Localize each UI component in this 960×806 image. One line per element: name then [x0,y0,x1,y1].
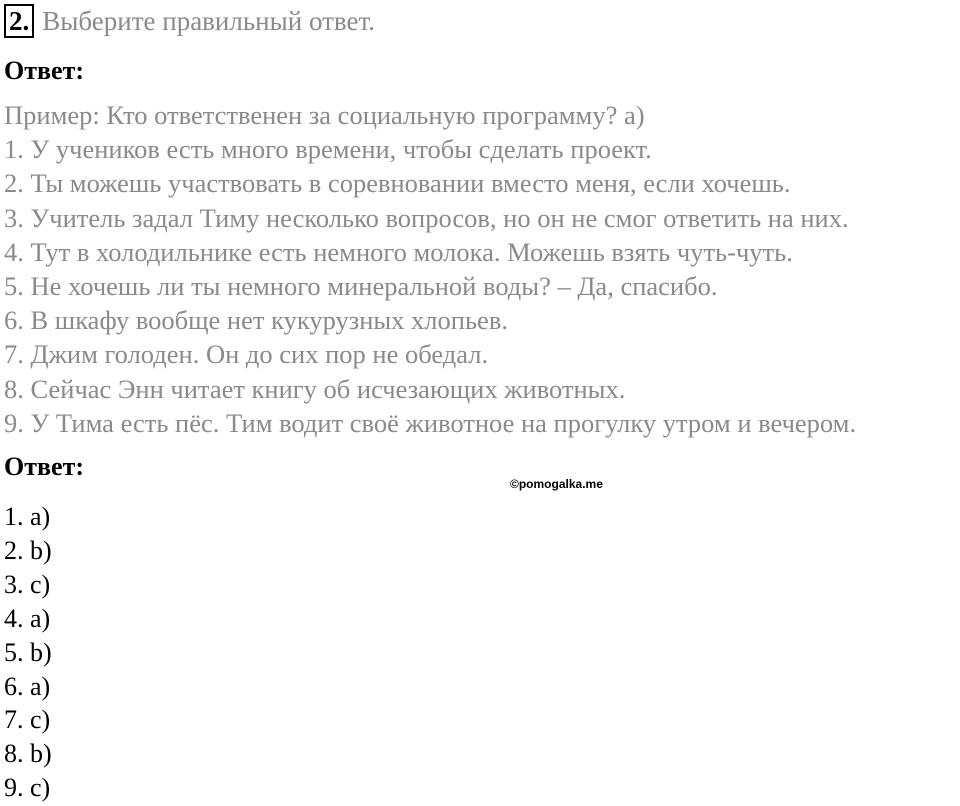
answer-item: 9. c) [4,773,51,803]
answer-item: 6. a) [4,671,51,701]
answer-item: 4. a) [4,603,51,633]
sentence-list [4,98,856,440]
watermark-text: ©pomogalka.me [510,477,603,491]
answer-item: 8. b) [4,739,52,769]
task-instruction: Выберите правильный ответ. [42,6,375,36]
sentence-item: 3. Учитель задал Тиму несколько вопросов, но он не смог ответить на них. [4,202,849,233]
sentence-item: 9. У Тима есть пёс. Тим водит своё животное на прогулку утром и вечером. [4,407,857,438]
sentence-item: 6. В шкафу вообще нет кукурузных хлопьев. [4,305,508,336]
sentence-item: 5. Не хочешь ли ты немного минеральной воды? – Да, спасибо. [4,271,718,302]
answer-item: 7. c) [4,705,51,735]
answer-label: Ответ: [4,56,85,85]
sentence-example: Пример: Кто ответственен за социальную программу? а) [4,100,645,130]
sentence-item: 1. У учеников есть много времени, чтобы сделать проект. [4,134,652,165]
answer-item: 3. c) [4,569,51,599]
answer-label: Ответ: [4,452,85,481]
sentence-item: 8. Сейчас Энн читает книгу об исчезающих животных. [4,373,626,404]
answer-item: 5. b) [4,637,52,667]
answer-item: 2. b) [4,535,52,565]
task-header [4,2,375,40]
sentence-item: 7. Джим голоден. Он до сих пор не обедал. [4,339,489,370]
answer-list [4,500,52,805]
sentence-item: 4. Тут в холодильнике есть немного молока. Можешь взять чуть-чуть. [4,236,793,267]
task-number-badge: 2. [4,4,34,38]
sentence-item: 2. Ты можешь участвовать в соревновании вместо меня, если хочешь. [4,168,791,199]
answer-item: 1. a) [4,502,51,531]
